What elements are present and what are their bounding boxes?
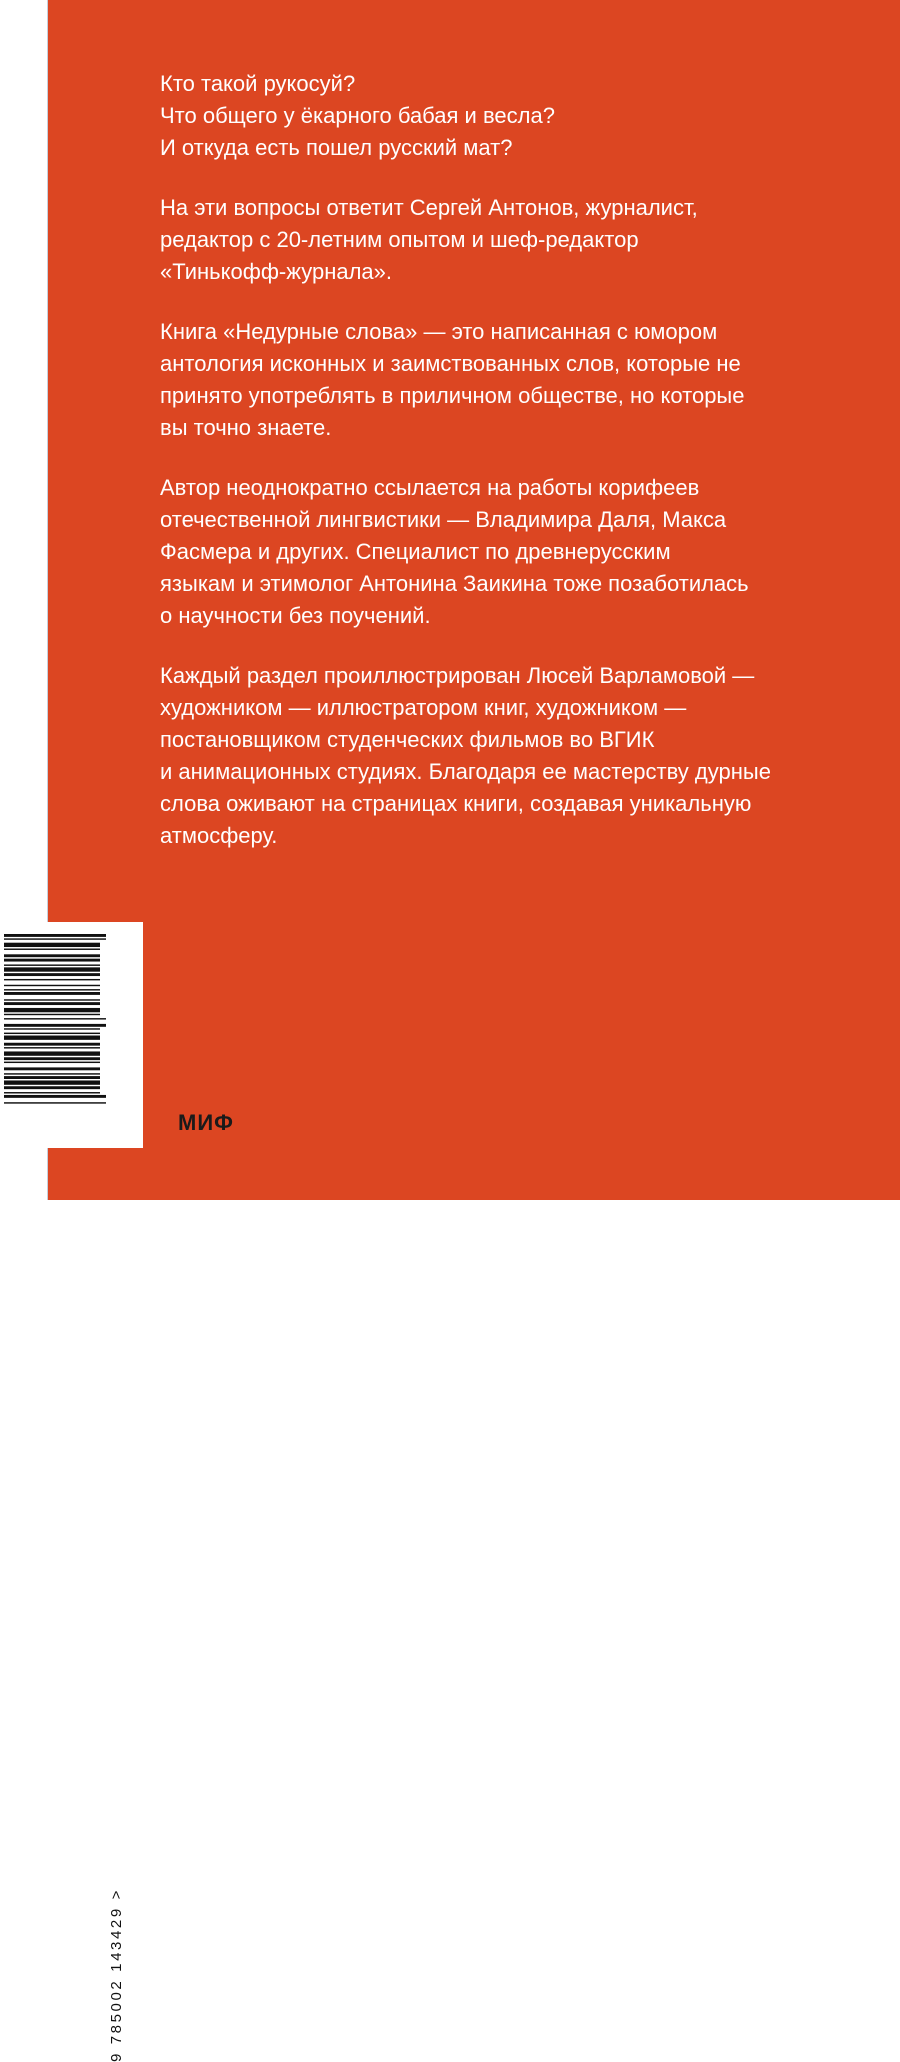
text-line: слова оживают на страницах книги, создавая уникальную [160,791,752,816]
barcode-bar [4,1067,100,1070]
text-line: Каждый раздел проиллюстрирован Люсей Варламовой — [160,663,755,688]
barcode-bar [4,1043,100,1046]
barcode-bar [4,1047,100,1048]
paragraph-book [160,316,800,444]
text-line: антология исконных и заимствованных слов, которые не [160,351,741,376]
barcode-bar [4,973,100,976]
barcode-bar [4,1073,100,1074]
barcode-bar [4,1018,106,1019]
barcode-bar [4,943,100,947]
text-line: «Тинькофф-журнала». [160,259,392,284]
text-line: художником — иллюстратором книг, художником — [160,695,687,720]
paragraph-references [160,472,800,632]
text-line: Автор неоднократно ссылается на работы корифеев [160,475,700,500]
barcode-bar [4,1080,100,1084]
text-line: На эти вопросы ответит Сергей Антонов, журналист, [160,195,698,220]
text-line: Что общего у ёкарного бабая и весла? [160,103,555,128]
barcode-bars [0,922,143,1148]
text-line: И откуда есть пошел русский мат? [160,135,513,160]
barcode-bar [4,1051,100,1055]
isbn-number [108,1888,125,2062]
barcode-bar [4,938,106,939]
barcode-bar [4,1086,100,1089]
barcode-bar [4,964,100,965]
barcode-bar [4,989,100,990]
text-line: отечественной лингвистики — Владимира Даля, Макса [160,507,727,532]
text-line: и анимационных студиях. Благодаря ее мастерству дурные [160,759,771,784]
text-line: редактор с 20-летним опытом и шеф-редактор [160,227,639,252]
text-line: принято употреблять в приличном обществе, но которые [160,383,745,408]
barcode-bar [4,1062,100,1063]
barcode-bar [4,1057,100,1060]
text-line: атмосферу. [160,823,278,848]
barcode-bar [4,1014,100,1015]
barcode-bar [4,1033,100,1034]
isbn-digits: 9 785002 143429 [108,1906,125,2062]
barcode-bar [4,1008,100,1012]
barcode-bar [4,949,100,950]
paragraph-author [160,192,800,288]
text-line: о научности без поучений. [160,603,431,628]
barcode-bar [4,1095,106,1098]
barcode-bar [4,954,100,957]
text-line: вы точно знаете. [160,415,332,440]
text-line: языкам и этимолог Антонина Заикина тоже позаботилась [160,571,749,596]
description-text [160,68,800,880]
paragraph-questions [160,68,800,164]
text-line: Книга «Недурные слова» — это написанная с юмором [160,319,718,344]
barcode-bar [4,1002,100,1005]
isbn-arrow: > [108,1888,125,1900]
barcode-bar [4,1028,100,1029]
barcode [0,922,143,2062]
barcode-bar [4,934,106,937]
text-line: Фасмера и других. Специалист по древнерусским [160,539,671,564]
barcode-bar [4,1036,100,1040]
barcode-bar [4,959,100,962]
text-line: постановщиком студенческих фильмов во ВГИК [160,727,655,752]
barcode-bar [4,1024,106,1027]
barcode-bar [4,967,100,971]
barcode-bar [4,992,100,995]
barcode-bar [4,1102,106,1103]
barcode-bar [4,979,100,980]
publisher-logo: МИФ [178,1110,234,1135]
text-line: Кто такой рукосуй? [160,71,356,96]
barcode-bar [4,1076,100,1079]
barcode-bar [4,985,100,986]
paragraph-illustrator [160,660,800,852]
barcode-bar [4,999,100,1000]
barcode-bar [4,1092,100,1093]
